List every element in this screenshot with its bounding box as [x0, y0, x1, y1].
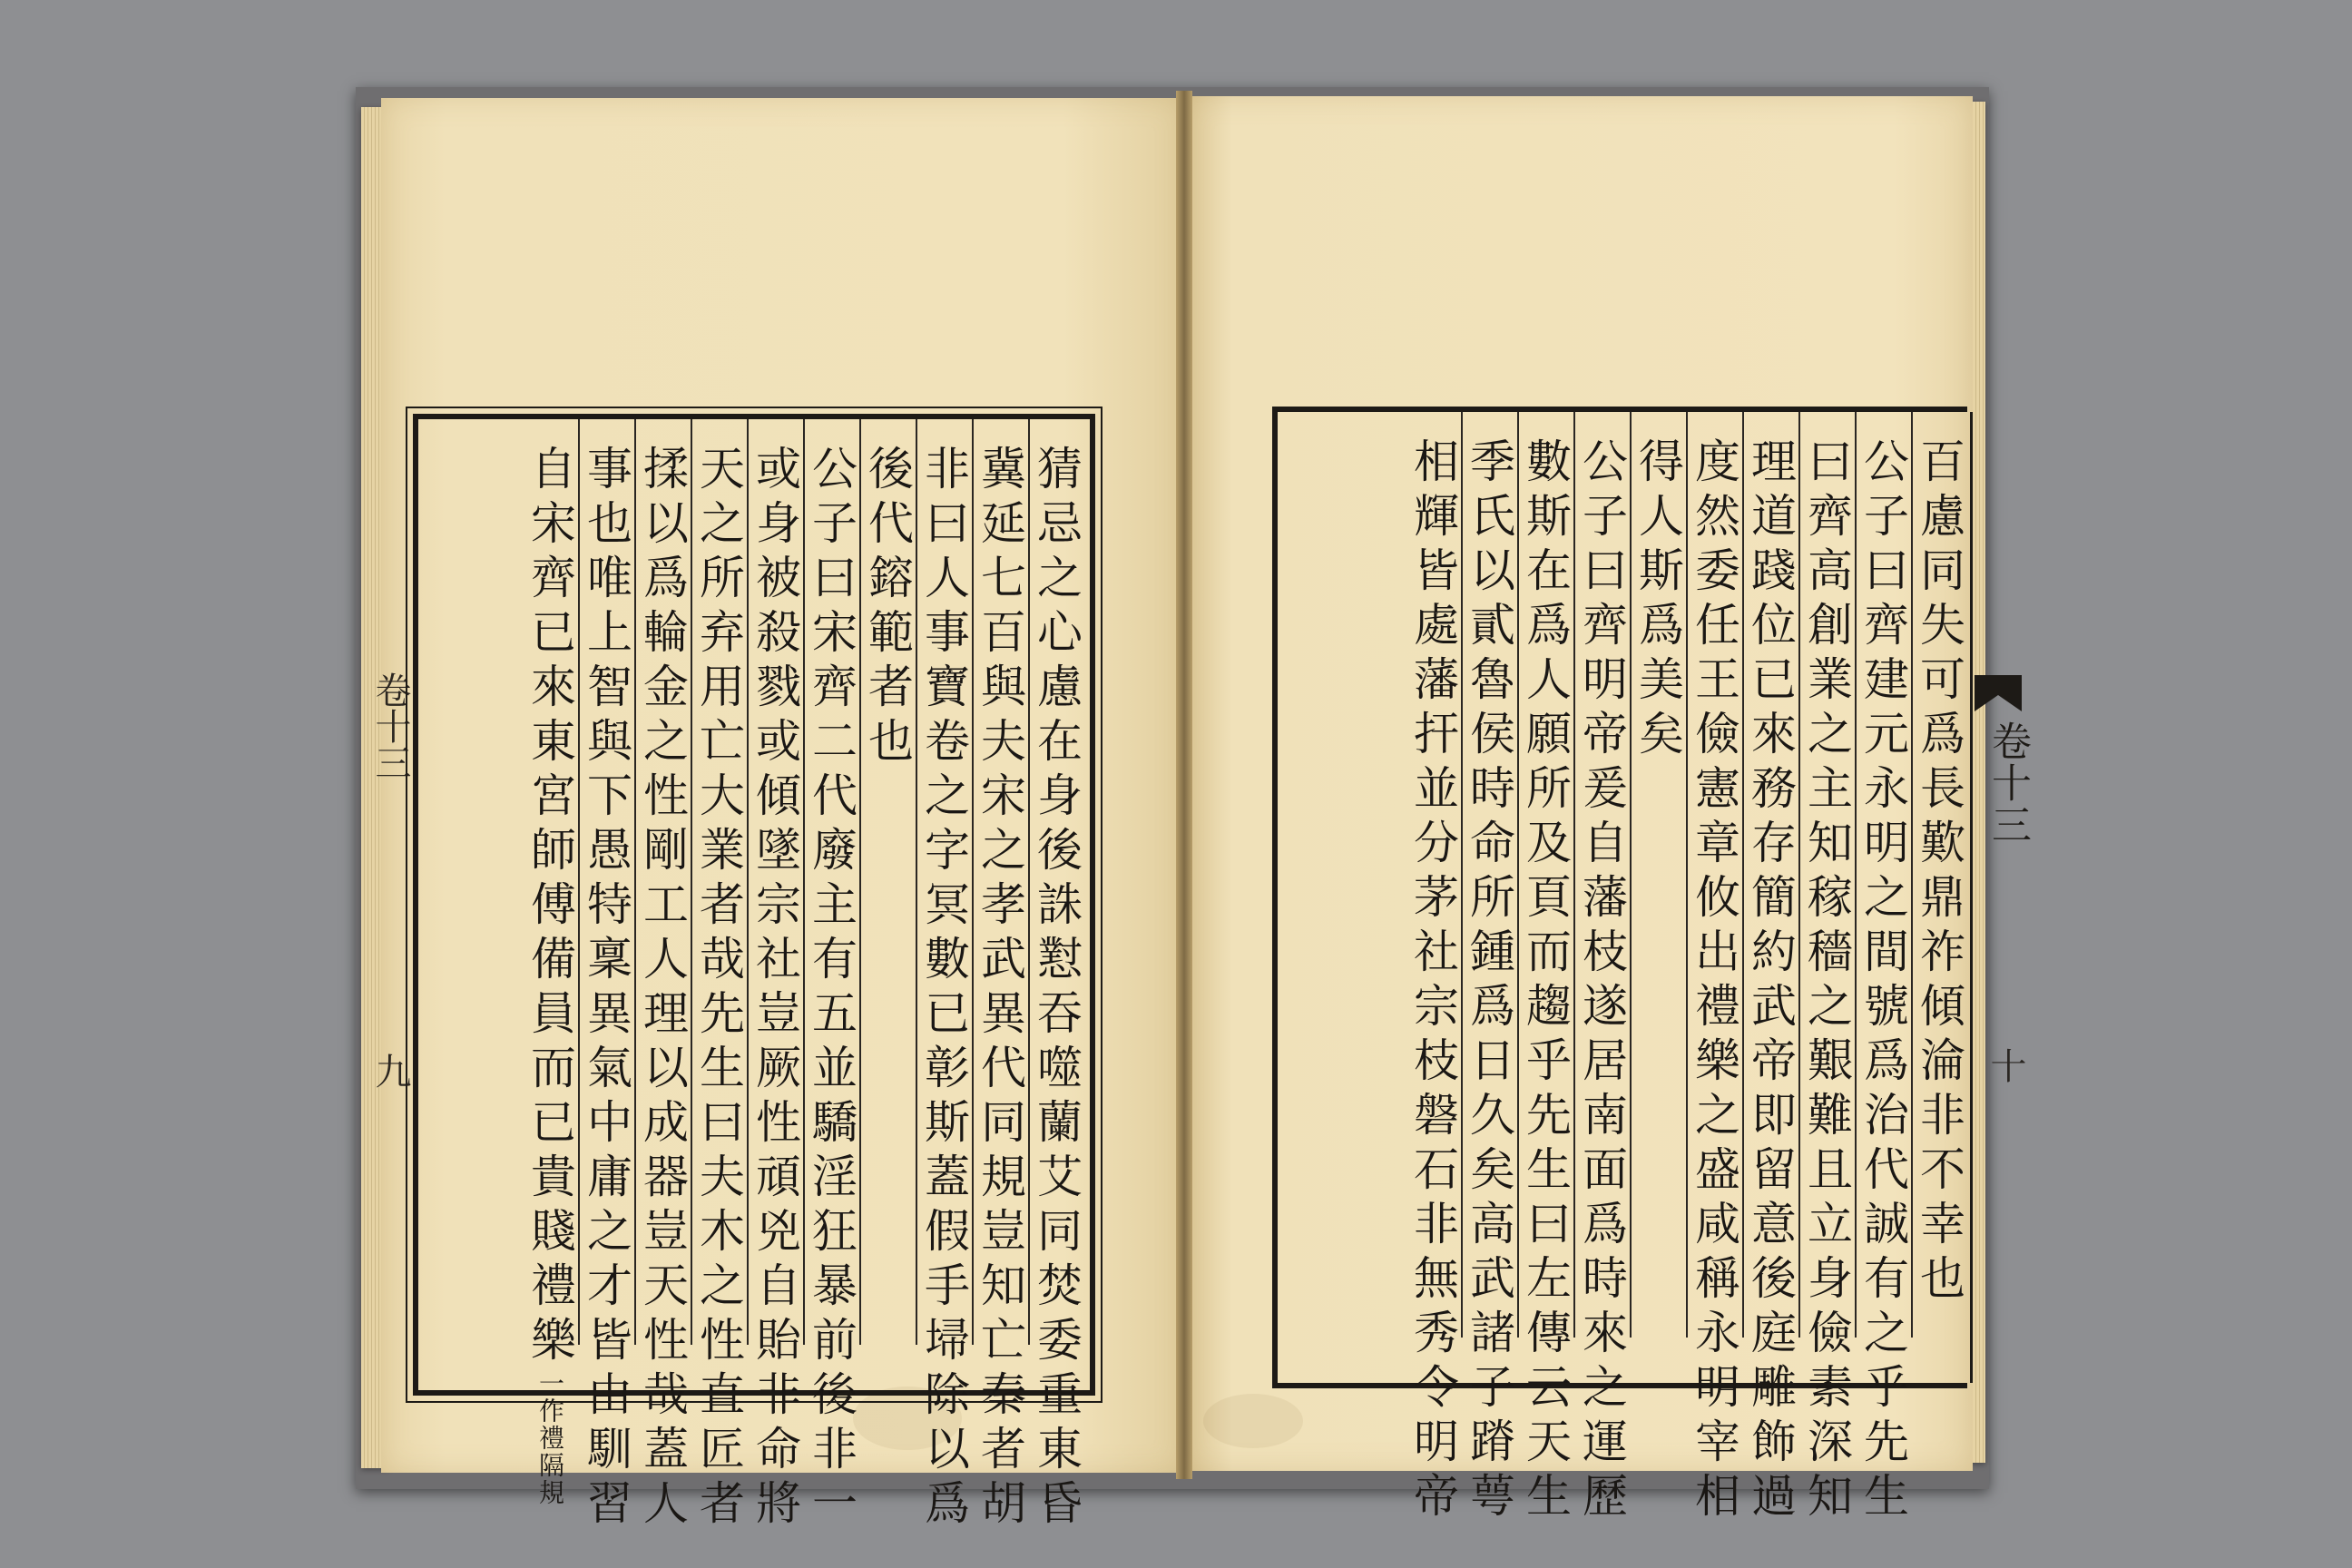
- text-column: 季氏以貳魯侯時命所鍾爲日久矣高武諸子蹐萼: [1461, 412, 1517, 1338]
- right-text-frame: [1272, 407, 2031, 1526]
- text-column: 冀延七百與夫宋之孝武異代同規豈知亡秦者胡: [972, 419, 1028, 1345]
- text-column: 非曰人事寶卷之字冥數已彰斯蓋假手埽除以爲: [916, 419, 972, 1345]
- text-column: 揉以爲輪金之性剛工人理以成器豈天性哉蓋人: [634, 419, 691, 1345]
- text-column: 公子曰宋齊二代廢主有五並驕淫狂暴前後非一: [803, 419, 859, 1345]
- left-juan-label: 卷十三: [369, 671, 411, 780]
- text-column: 事也唯上智與下愚特稟異氣中庸之才皆由馴習: [578, 419, 634, 1345]
- text-column: 天之所弃用亡大業者哉先生曰夫木之性直匠者: [691, 419, 747, 1345]
- text-column: 理道踐位已來務存簡約武帝即留意後庭雕飾過: [1742, 412, 1798, 1338]
- right-folio-number: 十: [1984, 1047, 2026, 1083]
- text-column: 得人斯爲美矣: [1630, 412, 1686, 1338]
- text-column: 曰齊高創業之主知稼穡之艱難且立身儉素深知: [1798, 412, 1855, 1338]
- text-column: 相輝皆處藩扞並分茅社宗枝磐石非無秀令明帝: [1406, 437, 1459, 1526]
- left-folio-number: 九: [369, 1053, 411, 1089]
- text-column: 百慮同失可爲長歎鼎祚傾淪非不幸也: [1911, 412, 1967, 1338]
- left-text-columns: [522, 419, 1084, 1534]
- text-column: 猜忌之心慮在身後誅懟吞噬蘭艾同焚委重東昏: [1028, 419, 1084, 1345]
- right-text-columns: [1405, 412, 1967, 1526]
- text-column-main: 自宋齊已來東宮師傅備員而已貴賤禮樂: [524, 445, 576, 1370]
- text-column: 公子曰齊明帝爰自藩枝遂居南面爲時來之運歷: [1573, 412, 1630, 1338]
- text-column: 度然委任王儉憲章攸出禮樂之盛咸稱永明宰相: [1686, 412, 1742, 1338]
- interlinear-note: 一作禮隔規: [535, 1370, 565, 1506]
- text-column-last: [522, 419, 578, 1506]
- fish-tail-mark-icon: [1975, 675, 2022, 711]
- text-column: 後代鎔範者也: [859, 419, 916, 1345]
- text-column: 數斯在爲人願所及頁而趨乎先生曰左傳云天生: [1517, 412, 1573, 1338]
- book-gutter: [1176, 91, 1192, 1479]
- right-banxin: [1970, 412, 2031, 1383]
- left-text-frame: [413, 414, 1095, 1534]
- right-juan-label: 卷十三: [1984, 720, 2031, 846]
- text-column: 或身被殺戮或傾墜宗社豈厥性頑兇自貽非命將: [747, 419, 803, 1345]
- paper-stain: [1203, 1394, 1303, 1448]
- left-spine-label: [365, 671, 416, 1089]
- text-column: 公子曰齊建元永明之間號爲治代誠有之乎先生: [1855, 412, 1911, 1338]
